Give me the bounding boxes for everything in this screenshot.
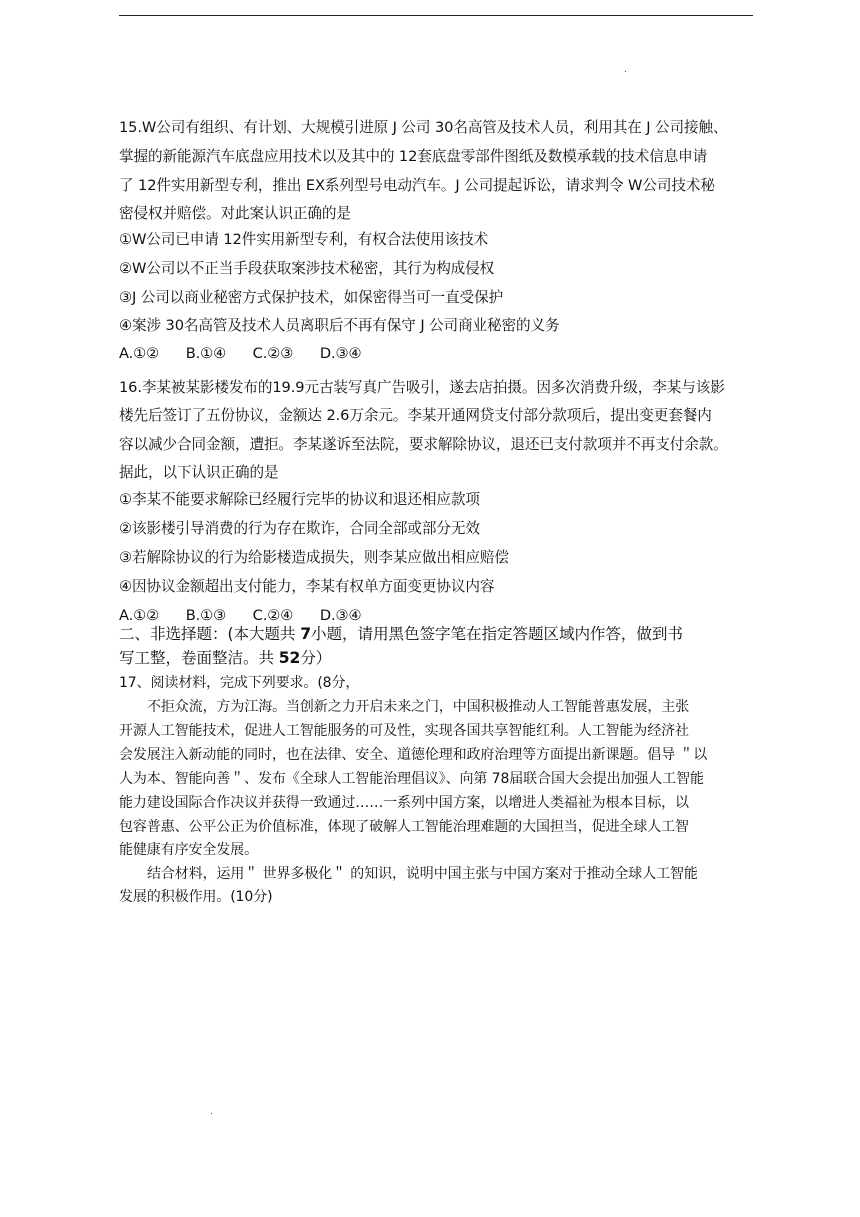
q17-para-line-6: 包容普惠、公平公正为价值标准，体现了破解人工智能治理难题的大国担当，促进全球人工智 xyxy=(119,819,689,835)
heading-text-c: 写工整，卷面整洁。共 xyxy=(119,649,279,667)
q17-title: 17、阅读材料，完成下列要求。(8分， xyxy=(119,675,360,691)
q15-option-d[interactable]: D.③④ xyxy=(319,345,362,362)
q16-item-3: ③若解除协议的行为给影楼造成损失，则李某应做出相应赔偿 xyxy=(119,549,509,566)
question-count: 7 xyxy=(300,625,312,643)
heading-text-b: 小题，请用黑色签字笔在指定答题区域内作答，做到书 xyxy=(311,625,683,643)
q17-para-line-7: 能健康有序安全发展。 xyxy=(119,842,258,858)
total-score: 52 xyxy=(278,649,301,667)
q15-item-3: ③J 公司以商业秘密方式保护技术，如保密得当可一直受保护 xyxy=(119,289,504,306)
q15-options xyxy=(119,344,361,364)
q15-item-4: ④案涉 30名高管及技术人员离职后不再有保守 J 公司商业秘密的义务 xyxy=(119,317,560,334)
q16-item-2: ②该影楼引导消费的行为存在欺诈，合同全部或部分无效 xyxy=(119,520,480,537)
q17-para-line-2: 开源人工智能技术，促进人工智能服务的可及性，实现各国共享智能红利。人工智能为经济社 xyxy=(119,723,689,739)
q15-item-1: ①W公司已申请 12件实用新型专利，有权合法使用该技术 xyxy=(119,231,489,248)
q16-stem-line-4: 据此，以下认识正确的是 xyxy=(119,464,279,481)
section-heading-line-2 xyxy=(119,648,331,669)
q15-option-a[interactable]: A.①② xyxy=(119,345,160,362)
q17-para-line-5: 能力建设国际合作决议并获得一致通过……一系列中国方案，以增进人类福祉为根本目标，以 xyxy=(119,795,689,811)
heading-text-a: 二、非选择题：(本大题共 xyxy=(119,625,301,643)
speck-mark: . xyxy=(624,65,627,75)
q17-task-line-2: 发展的积极作用。(10分) xyxy=(119,889,273,905)
q16-option-a[interactable]: A.①② xyxy=(119,607,160,624)
q16-option-b[interactable]: B.①③ xyxy=(185,607,227,624)
q16-options xyxy=(119,606,361,626)
q17-task-line-1: 结合材料，运用＂ 世界多极化＂ 的知识，说明中国主张与中国方案对于推动全球人工智能 xyxy=(147,866,698,882)
q16-stem-line-1: 16.李某被某影楼发布的19.9元古装写真广告吸引，遂去店拍摄。因多次消费升级，李某与该影 xyxy=(119,379,725,396)
q15-option-c[interactable]: C.②③ xyxy=(252,345,294,362)
q17-para-line-3: 会发展注入新动能的同时，也在法律、安全、道德伦理和政府治理等方面提出新课题。倡导 ＂以 xyxy=(119,747,708,763)
header-rule xyxy=(119,15,753,16)
speck-mark-bottom: . xyxy=(210,1107,213,1117)
q16-option-d[interactable]: D.③④ xyxy=(319,607,362,624)
q15-stem-line-1: 15.W公司有组织、有计划、大规模引进原 J 公司 30名高管及技术人员，利用其在 J 公司接触、 xyxy=(119,119,728,136)
q17-para-line-4: 人为本、智能向善＂、发布《全球人工智能治理倡议》、向第 78届联合国大会提出加强人工智能 xyxy=(119,771,704,787)
q15-option-b[interactable]: B.①④ xyxy=(185,345,227,362)
q16-option-c[interactable]: C.②④ xyxy=(252,607,294,624)
q16-item-4: ④因协议金额超出支付能力，李某有权单方面变更协议内容 xyxy=(119,578,495,595)
q16-item-1: ①李某不能要求解除已经履行完毕的协议和退还相应款项 xyxy=(119,491,480,508)
section-heading-line-1 xyxy=(119,624,683,645)
q17-para-line-1: 不拒众流，方为江海。当创新之力开启未来之门，中国积极推动人工智能普惠发展，主张 xyxy=(147,699,690,715)
q15-stem-line-3: 了 12件实用新型专利，推出 EX系列型号电动汽车。J 公司提起诉讼，请求判令 W公司技术秘 xyxy=(119,177,715,194)
q15-stem-line-4: 密侵权并赔偿。对此案认识正确的是 xyxy=(119,205,351,222)
heading-text-d: 分） xyxy=(300,649,332,667)
q15-item-2: ②W公司以不正当手段获取案涉技术秘密，其行为构成侵权 xyxy=(119,260,495,277)
q16-stem-line-3: 容以减少合同金额，遭拒。李某遂诉至法院，要求解除协议，退还已支付款项并不再支付余款。 xyxy=(119,436,728,453)
q15-stem-line-2: 掌握的新能源汽车底盘应用技术以及其中的 12套底盘零部件图纸及数模承载的技术信息申请 xyxy=(119,148,708,165)
q16-stem-line-2: 楼先后签订了五份协议，金额达 2.6万余元。李某开通网贷支付部分款项后，提出变更套餐内 xyxy=(119,407,712,424)
